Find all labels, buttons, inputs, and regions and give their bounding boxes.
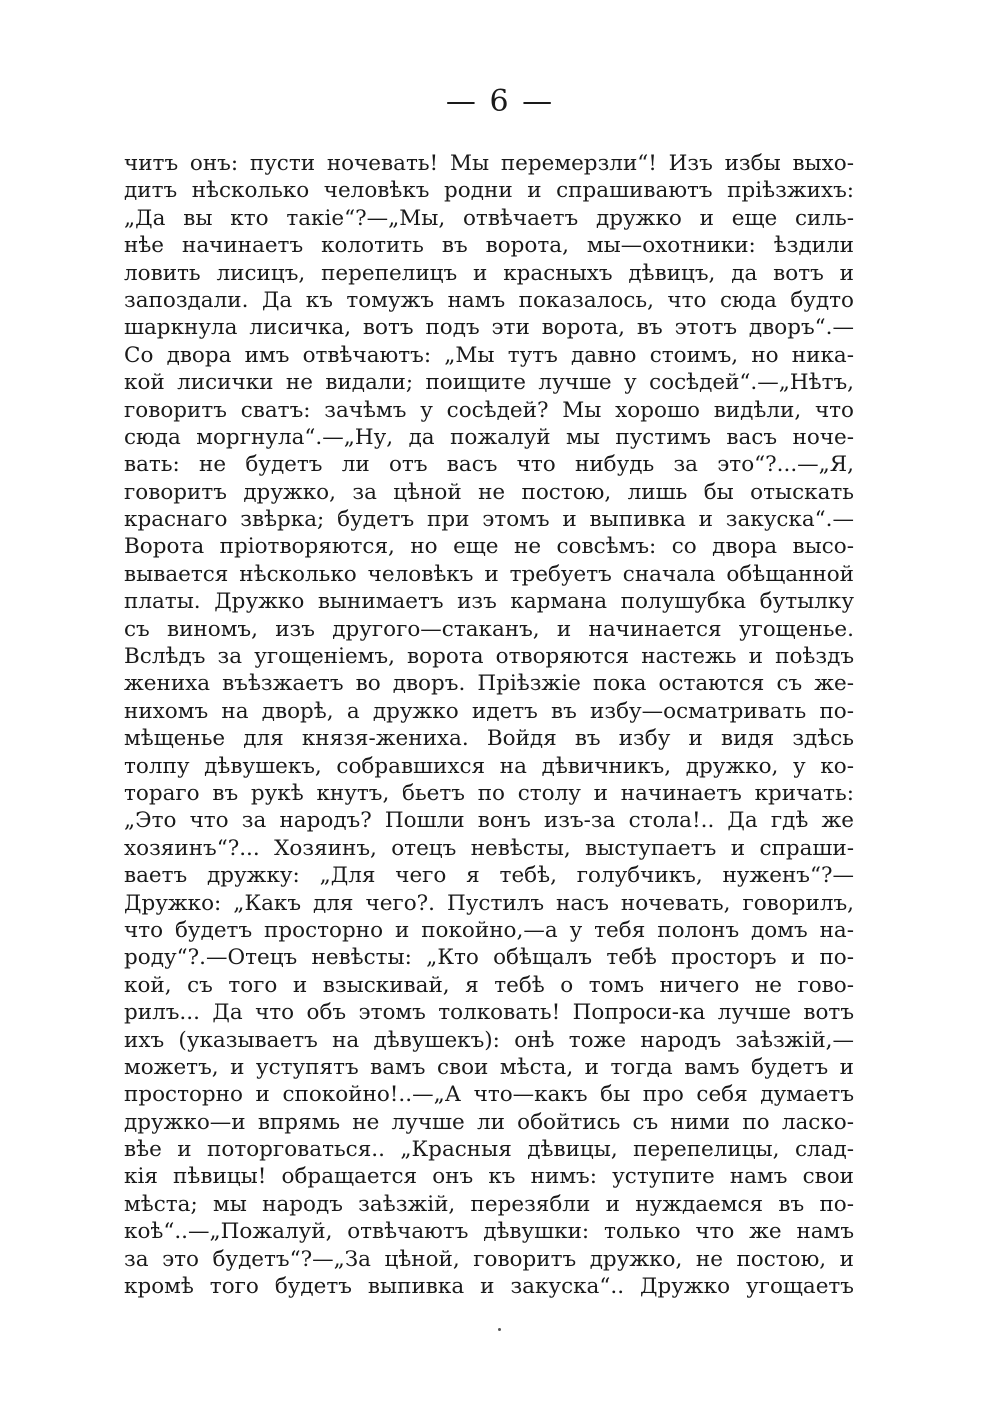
text-line: вѣе и поторговаться.. „Красныя дѣвицы, перепелицы, слад- — [124, 1137, 854, 1163]
text-line: краснаго звѣрка; будетъ при этомъ и выпивка и закуска“.— — [124, 507, 854, 533]
text-line: кромѣ того будетъ выпивка и закуска“.. Дружко угощаетъ — [124, 1274, 854, 1300]
text-line: кой, съ того и взыскивай, я тебѣ о томъ ничего не гово- — [124, 972, 854, 998]
text-line: вать: не будетъ ли отъ васъ что нибудь за это“?...—„Я, — [124, 452, 854, 478]
text-line: говоритъ дружко, за цѣной не постою, лишь бы отыскать — [124, 479, 854, 505]
text-line: ваетъ дружку: „Для чего я тебѣ, голубчикъ, нуженъ“?— — [124, 863, 854, 889]
text-line: мѣщенье для князя-жениха. Войдя въ избу и видя здѣсь — [124, 726, 854, 752]
text-line: „Это что за народъ? Пошли вонъ изъ-за стола!.. Да гдѣ же — [124, 808, 854, 834]
text-line: говоритъ сватъ: зачѣмъ у сосѣдей? Мы хорошо видѣли, что — [124, 397, 854, 423]
text-line: Со двора имъ отвѣчаютъ: „Мы тутъ давно стоимъ, но ника- — [124, 342, 854, 368]
text-line: тораго въ рукѣ кнутъ, бьетъ по столу и начинаетъ кричать: — [124, 780, 854, 806]
text-line: можетъ, и уступятъ вамъ свои мѣста, и тогда вамъ будетъ и — [124, 1054, 854, 1080]
text-line: роду“?.—Отецъ невѣсты: „Кто обѣщалъ тебѣ просторъ и по- — [124, 945, 854, 971]
text-line: коѣ“..—„Пожалуй, отвѣчаютъ дѣвушки: только что же намъ — [124, 1219, 854, 1245]
text-line: жениха въѣзжаетъ во дворъ. Пріѣзжіе пока остаются съ же- — [124, 671, 854, 697]
text-line: платы. Дружко вынимаетъ изъ кармана полушубка бутылку — [124, 589, 854, 615]
text-line: просторно и спокойно!..—„А что—какъ бы про себя думаетъ — [124, 1082, 854, 1108]
text-line: кой лисички не видали; поищите лучше у сосѣдей“.—„Нѣтъ, — [124, 370, 854, 396]
text-line: дитъ нѣсколько человѣкъ родни и спрашиваютъ пріѣзжихъ: — [124, 178, 854, 204]
text-line: сюда моргнула“.—„Ну, да пожалуй мы пустимъ васъ ноче- — [124, 424, 854, 450]
page-number: — 6 — — [445, 84, 555, 119]
body-text — [124, 150, 854, 1300]
text-line: рилъ... Да что объ этомъ толковать! Попроси-ка лучше вотъ — [124, 1000, 854, 1026]
text-line: что будетъ просторно и покойно,—а у тебя полонъ домъ на- — [124, 917, 854, 943]
text-line: нѣе начинаетъ колотить въ ворота, мы—охотники: ѣздили — [124, 233, 854, 259]
text-line: кія пѣвицы! обращается онъ къ нимъ: уступите намъ свои — [124, 1164, 854, 1190]
text-line: запоздали. Да къ томужъ намъ показалось, что сюда будто — [124, 287, 854, 313]
text-line: ловить лисицъ, перепелицъ и красныхъ дѣвицъ, да вотъ и — [124, 260, 854, 286]
text-line: съ виномъ, изъ другого—стаканъ, и начинается угощенье. — [124, 616, 854, 642]
ink-speck — [498, 1328, 501, 1331]
text-line: Дружко: „Какъ для чего?. Пустилъ насъ ночевать, говорилъ, — [124, 890, 854, 916]
text-line: шаркнула лисичка, вотъ подъ эти ворота, въ этотъ дворъ“.— — [124, 315, 854, 341]
text-line: хозяинъ“?... Хозяинъ, отецъ невѣсты, выступаетъ и спраши- — [124, 835, 854, 861]
text-line: ихъ (указываетъ на дѣвушекъ): онѣ тоже народъ заѣзжій,— — [124, 1027, 854, 1053]
text-line: мѣста; мы народъ заѣзжій, перезябли и нуждаемся въ по- — [124, 1191, 854, 1217]
text-line: нихомъ на дворѣ, а дружко идетъ въ избу—осматривать по- — [124, 698, 854, 724]
text-line: толпу дѣвушекъ, собравшихся на дѣвичникъ, дружко, у ко- — [124, 753, 854, 779]
text-line: читъ онъ: пусти ночевать! Мы перемерзли“! Изъ избы выхо- — [124, 151, 854, 176]
text-line: за это будетъ“?—„За цѣной, говоритъ дружко, не постою, и — [124, 1246, 854, 1272]
text-line: Ворота пріотворяются, но еще не совсѣмъ: со двора высо- — [124, 534, 854, 560]
text-line: вывается нѣсколько человѣкъ и требуетъ сначала обѣщанной — [124, 561, 854, 587]
text-line: Вслѣдъ за угощеніемъ, ворота отворяются настежь и поѣздъ — [124, 644, 854, 670]
text-line: дружко—и впрямь не лучше ли обойтись съ ними по ласко- — [124, 1109, 854, 1135]
text-line: „Да вы кто такіе“?—„Мы, отвѣчаетъ дружко и еще силь- — [124, 205, 854, 231]
